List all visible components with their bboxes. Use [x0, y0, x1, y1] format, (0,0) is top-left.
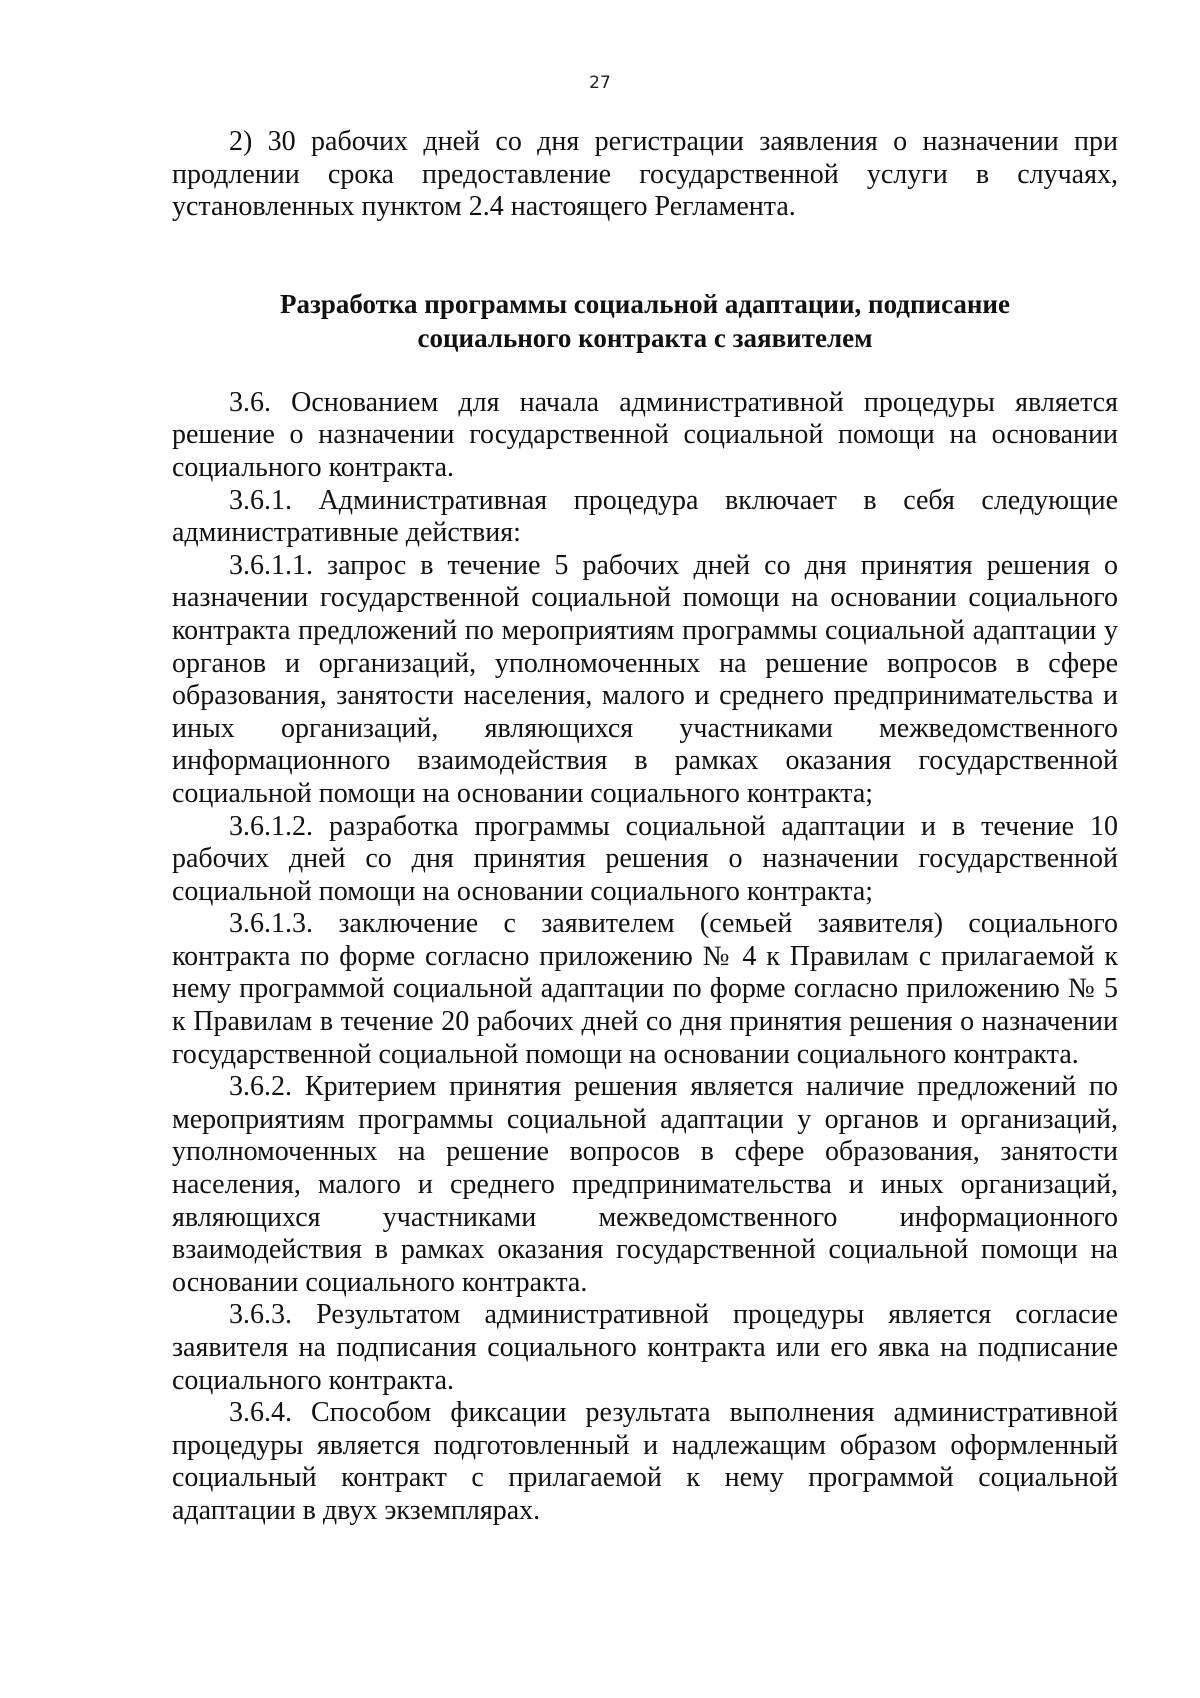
document-body	[172, 126, 1118, 1528]
section-title-line-2: социального контракта с заявителем	[417, 322, 873, 353]
paragraph-3-6-1-3: 3.6.1.3. заключение с заявителем (семьей заявителя) социального контракта по форме согласно приложению № 4 к Правилам с прилагаемой к нему программой социальной адаптации по форме согласно приложению № 5 к Правилам в течение 20 рабочих дней со дня принятия решения о назначении государственной социальной помощи на основании социального контракта.	[172, 908, 1118, 1070]
section-title	[172, 287, 1118, 355]
paragraph-3-6-1-2: 3.6.1.2. разработка программы социальной адаптации и в течение 10 рабочих дней со дня принятия решения о назначении государственной социальной помощи на основании социального контракта;	[172, 810, 1118, 907]
paragraph-3-6-1: 3.6.1. Административная процедура включает в себя следующие административные действия:	[172, 484, 1118, 549]
section-title-line-1: Разработка программы социальной адаптации, подписание	[280, 288, 1010, 319]
paragraph-deadline-extension: 2) 30 рабочих дней со дня регистрации заявления о назначении при продлении срока предоставление государственной услуги в случаях, установленных пунктом 2.4 настоящего Регламента.	[172, 126, 1118, 223]
page-number: 27	[589, 73, 611, 93]
paragraph-3-6-3: 3.6.3. Результатом административной процедуры является согласие заявителя на подписания социального контракта или его явка на подписание социального контракта.	[172, 1299, 1118, 1396]
paragraph-3-6-4: 3.6.4. Способом фиксации результата выполнения административной процедуры является подготовленный и надлежащим образом оформленный социальный контракт с прилагаемой к нему программой социальной адаптации в двух экземплярах.	[172, 1397, 1118, 1526]
paragraph-3-6: 3.6. Основанием для начала административной процедуры является решение о назначении государственной социальной помощи на основании социального контракта.	[172, 386, 1118, 483]
paragraph-3-6-2: 3.6.2. Критерием принятия решения является наличие предложений по мероприятиям программы социальной адаптации у органов и организаций, уполномоченных на решение вопросов в сфере образования, занятости населения, малого и среднего предпринимательства и иных организаций, являющихся участниками межведомственного информационного взаимодействия в рамках оказания государственной социальной помощи на основании социального контракта.	[172, 1071, 1118, 1298]
paragraph-3-6-1-1: 3.6.1.1. запрос в течение 5 рабочих дней со дня принятия решения о назначении государственной социальной помощи на основании социального контракта предложений по мероприятиям программы социальной адаптации у органов и организаций, уполномоченных на решение вопросов в сфере образования, занятости населения, малого и среднего предпринимательства и иных организаций, являющихся участниками межведомственного информационного взаимодействия в рамках оказания государственной социальной помощи на основании социального контракта;	[172, 549, 1118, 809]
